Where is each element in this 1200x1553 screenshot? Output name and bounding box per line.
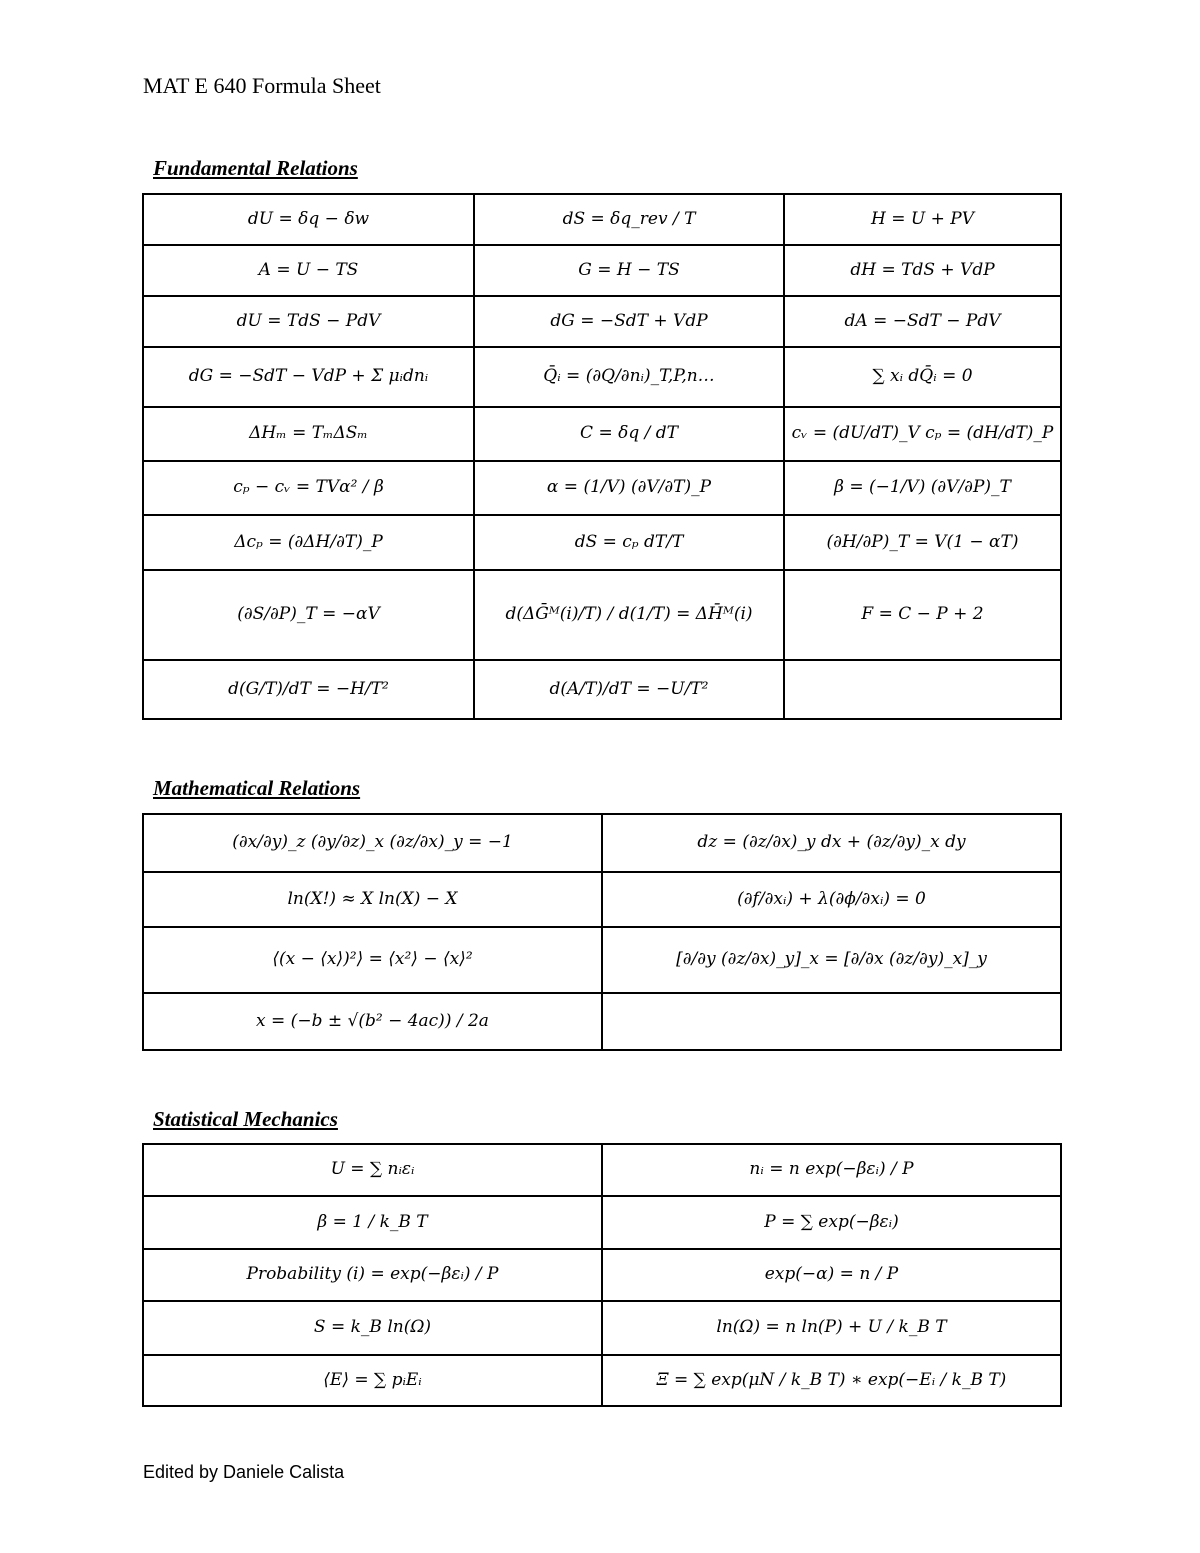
formula-cell: dz = (∂z/∂x)_y dx + (∂z/∂y)_x dy [602,814,1061,872]
table-row [143,245,1061,296]
formula-cell: dH = TdS + VdP [784,245,1061,296]
table-row [143,296,1061,347]
table-row [143,194,1061,245]
formula-cell: P = ∑ exp(−βεᵢ) [602,1196,1061,1249]
table-row [143,814,1061,872]
table-row [143,461,1061,515]
formula-cell: (∂S/∂P)_T = −αV [143,570,474,660]
formula-cell: dA = −SdT − PdV [784,296,1061,347]
formula-cell: β = (−1/V) (∂V/∂P)_T [784,461,1061,515]
formula-cell: (∂f/∂xᵢ) + λ(∂ϕ/∂xᵢ) = 0 [602,872,1061,927]
formula-cell: F = C − P + 2 [784,570,1061,660]
table-row [143,1196,1061,1249]
table-row [143,1301,1061,1355]
section-heading-statistical: Statistical Mechanics [153,1107,338,1131]
formula-cell: x = (−b ± √(b² − 4ac)) / 2a [143,993,602,1050]
formula-cell: dG = −SdT + VdP [474,296,784,347]
formula-cell: Probability (i) = exp(−βεᵢ) / P [143,1249,602,1301]
formula-cell: ⟨(x − ⟨x⟩)²⟩ = ⟨x²⟩ − ⟨x⟩² [143,927,602,993]
section-heading-fundamental: Fundamental Relations [153,156,358,180]
formula-cell: cₚ − cᵥ = TVα² / β [143,461,474,515]
formula-cell: G = H − TS [474,245,784,296]
formula-cell: U = ∑ nᵢεᵢ [143,1144,602,1196]
empty-cell [784,660,1061,719]
formula-cell: ⟨E⟩ = ∑ pᵢEᵢ [143,1355,602,1406]
table-row [143,347,1061,407]
empty-cell [602,993,1061,1050]
formula-cell: ln(X!) ≈ X ln(X) − X [143,872,602,927]
formula-cell: d(G/T)/dT = −H/T² [143,660,474,719]
formula-cell: dS = δq_rev / T [474,194,784,245]
formula-cell: A = U − TS [143,245,474,296]
formula-cell: exp(−α) = n / P [602,1249,1061,1301]
formula-cell: cᵥ = (dU/dT)_V cₚ = (dH/dT)_P [784,407,1061,461]
table-row [143,872,1061,927]
formula-cell: ∑ xᵢ dQ̄ᵢ = 0 [784,347,1061,407]
formula-cell: nᵢ = n exp(−βεᵢ) / P [602,1144,1061,1196]
table-row [143,1144,1061,1196]
formula-cell: α = (1/V) (∂V/∂T)_P [474,461,784,515]
fundamental-relations-table [142,193,1062,720]
section-heading-mathematical: Mathematical Relations [153,776,361,800]
formula-cell: H = U + PV [784,194,1061,245]
formula-cell: d(ΔḠᴹ(i)/T) / d(1/T) = ΔH̄ᴹ(i) [474,570,784,660]
formula-cell: S = k_B ln(Ω) [143,1301,602,1355]
formula-cell: ln(Ω) = n ln(P) + U / k_B T [602,1301,1061,1355]
table-row [143,1355,1061,1406]
formula-cell: dU = δq − δw [143,194,474,245]
formula-cell: β = 1 / k_B T [143,1196,602,1249]
formula-cell: dU = TdS − PdV [143,296,474,347]
mathematical-relations-table [142,813,1062,1051]
table-row [143,570,1061,660]
table-row [143,660,1061,719]
table-row [143,407,1061,461]
formula-cell: [∂/∂y (∂z/∂x)_y]_x = [∂/∂x (∂z/∂y)_x]_y [602,927,1061,993]
table-row [143,1249,1061,1301]
statistical-mechanics-table [142,1143,1062,1407]
table-row [143,993,1061,1050]
footer-credit: Edited by Daniele Calista [143,1462,345,1482]
formula-cell: dG = −SdT − VdP + Σ μᵢdnᵢ [143,347,474,407]
formula-cell: (∂H/∂P)_T = V(1 − αT) [784,515,1061,570]
formula-cell: dS = cₚ dT/T [474,515,784,570]
formula-cell: C = δq / dT [474,407,784,461]
formula-cell: ΔHₘ = TₘΔSₘ [143,407,474,461]
table-row [143,515,1061,570]
formula-cell: d(A/T)/dT = −U/T² [474,660,784,719]
page-title: MAT E 640 Formula Sheet [143,73,381,98]
formula-cell: Ξ = ∑ exp(μN / k_B T) ∗ exp(−Eᵢ / k_B T) [602,1355,1061,1406]
formula-cell: Δcₚ = (∂ΔH/∂T)_P [143,515,474,570]
formula-cell: (∂x/∂y)_z (∂y/∂z)_x (∂z/∂x)_y = −1 [143,814,602,872]
table-row [143,927,1061,993]
formula-cell: Q̄ᵢ = (∂Q/∂nᵢ)_T,P,n… [474,347,784,407]
